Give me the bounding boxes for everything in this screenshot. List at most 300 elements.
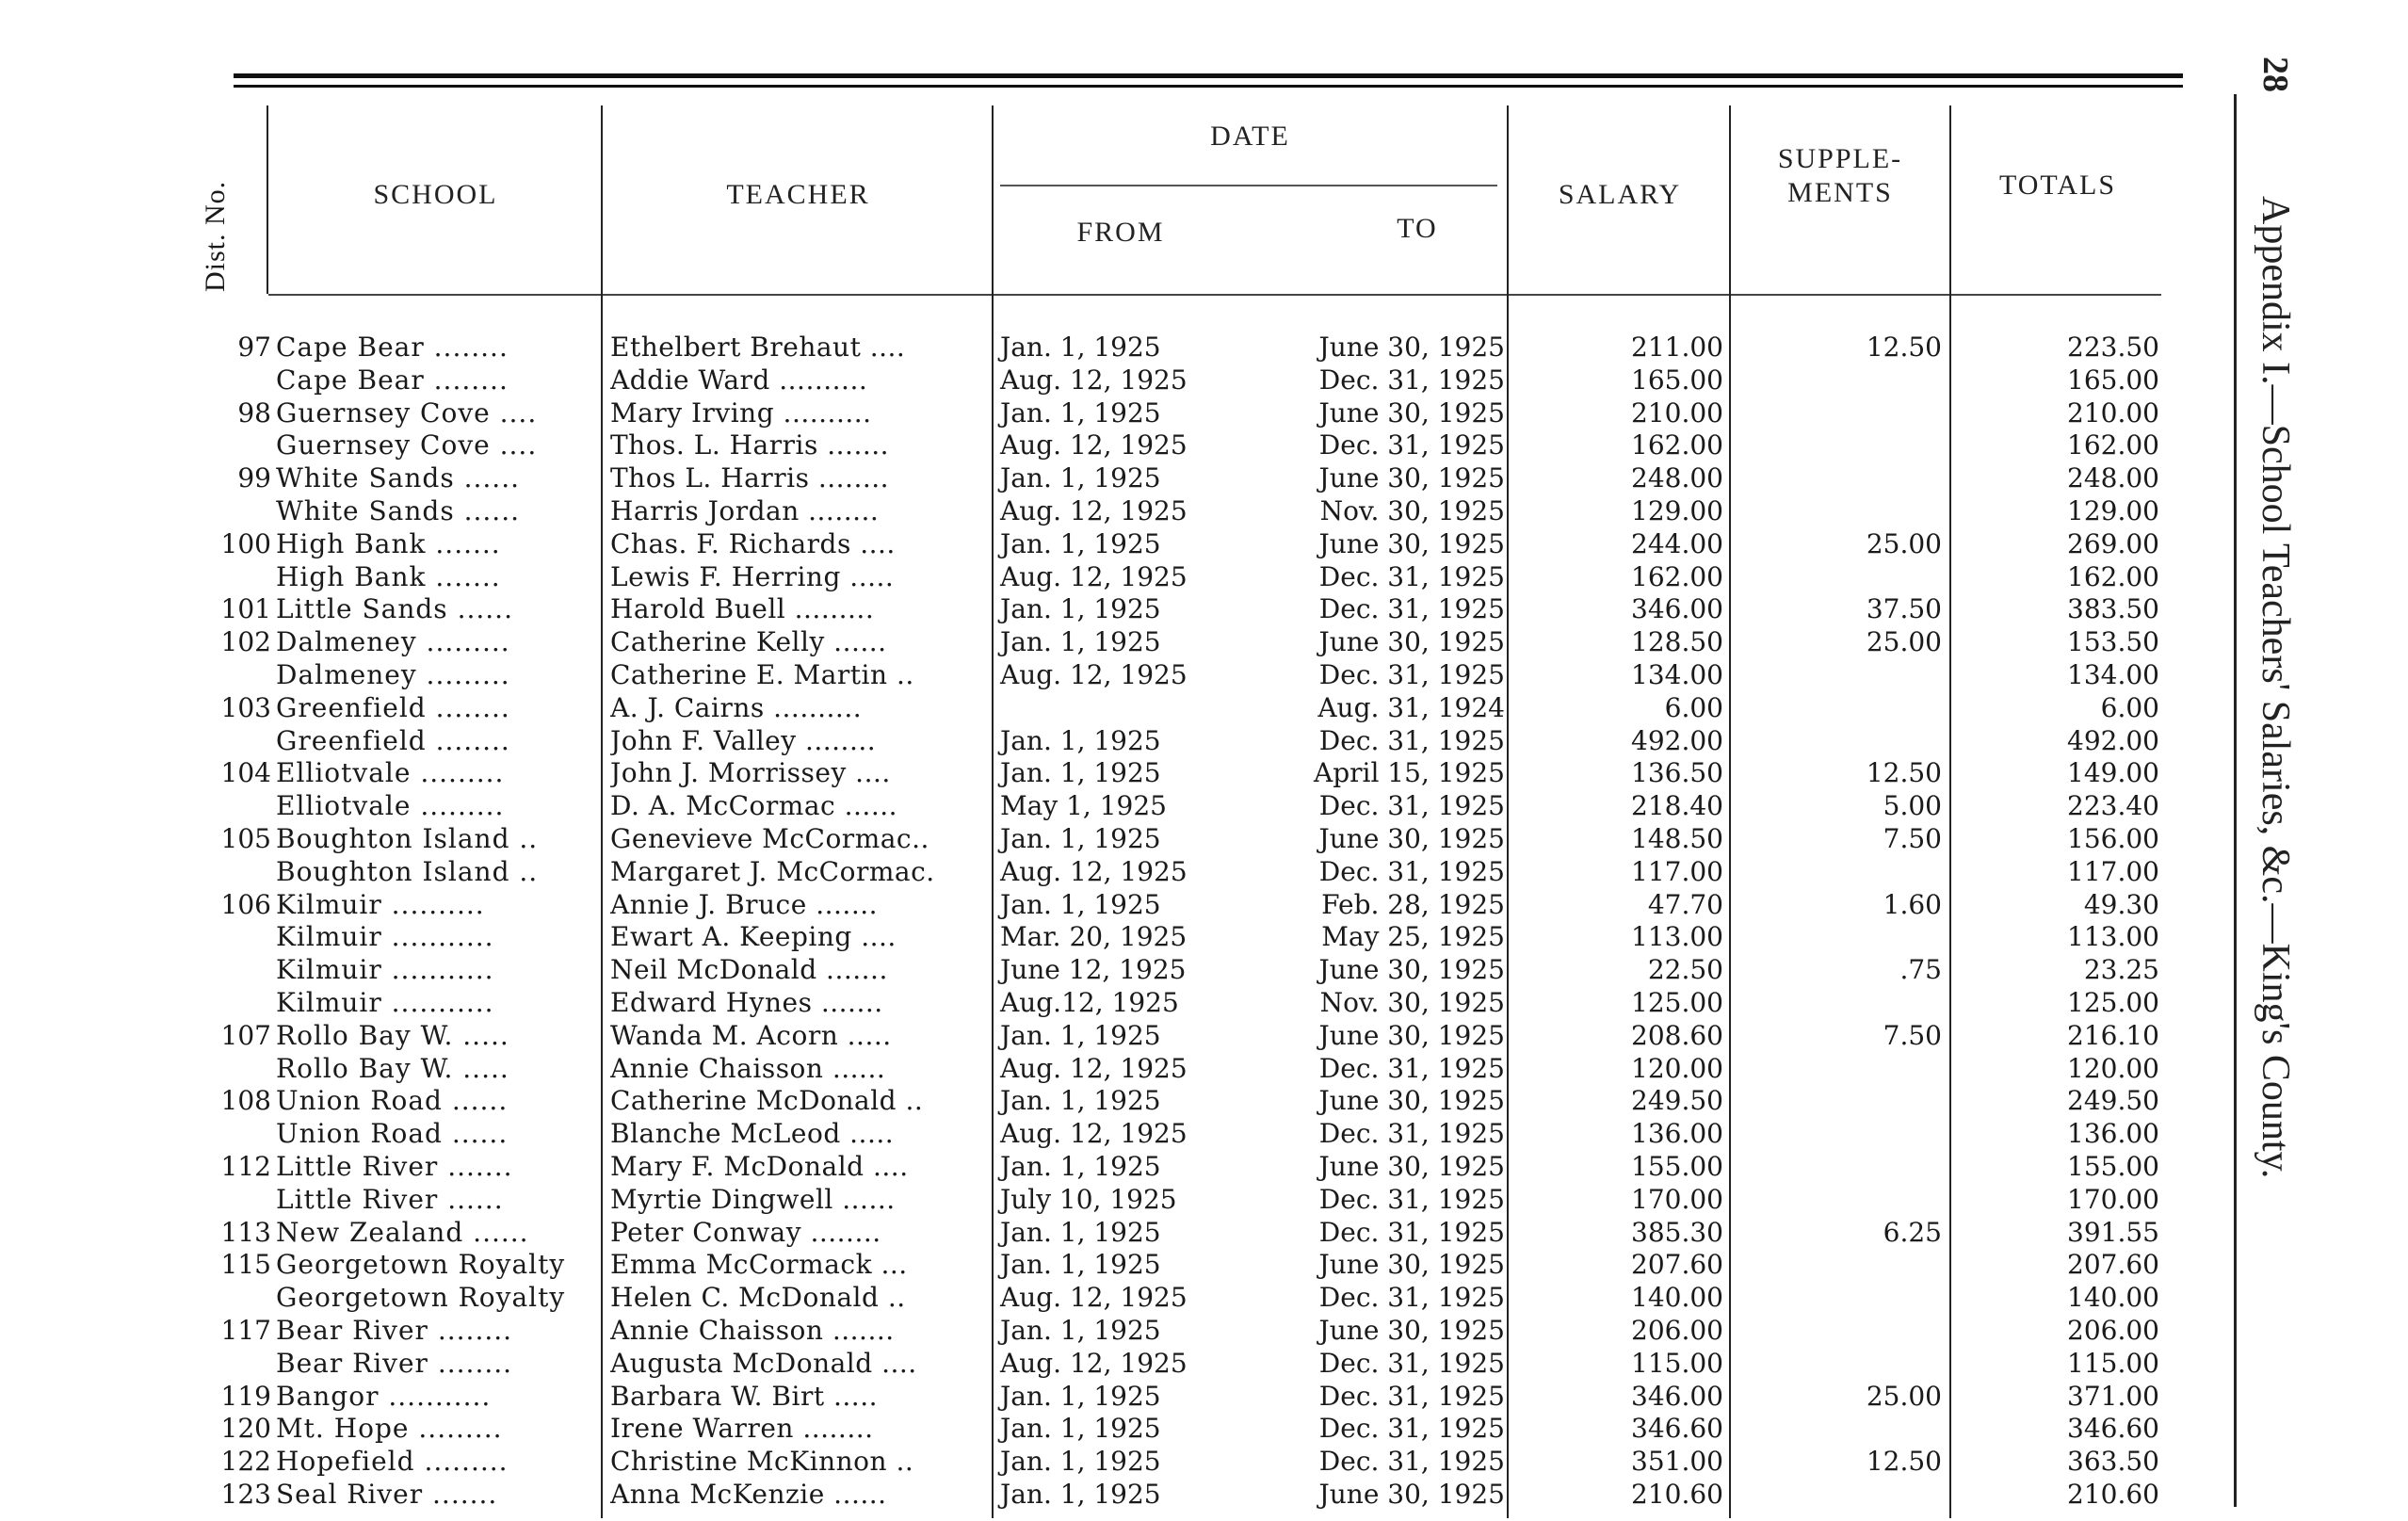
teacher-cell: Neil McDonald ....... — [610, 954, 888, 986]
top-rule-thick — [234, 73, 2183, 78]
total-cell: 206.00 — [2067, 1314, 2159, 1346]
from-date-cell: Jan. 1, 1925 — [1000, 757, 1161, 789]
header-dist-no: Dist. No. — [200, 180, 231, 292]
dist-no-cell: 115 — [220, 1249, 271, 1281]
to-date-cell: Dec. 31, 1925 — [1318, 790, 1505, 822]
header-date: DATE — [1210, 121, 1290, 152]
school-cell: Kilmuir ........... — [276, 921, 494, 953]
from-date-cell: Aug. 12, 1925 — [1000, 364, 1188, 396]
school-cell: Greenfield ........ — [276, 691, 510, 723]
to-date-cell: Dec. 31, 1925 — [1318, 1118, 1505, 1150]
salary-cell: 346.00 — [1631, 593, 1723, 625]
table-row — [0, 332, 2213, 364]
total-cell: 207.60 — [2067, 1249, 2159, 1281]
from-date-cell: Aug. 12, 1925 — [1000, 1347, 1188, 1379]
table-row — [0, 954, 2213, 987]
teacher-cell: John F. Valley ........ — [610, 724, 877, 756]
teacher-cell: Christine McKinnon .. — [610, 1446, 914, 1478]
supplements-cell: 25.00 — [1866, 1380, 1942, 1412]
supplements-cell: 12.50 — [1866, 332, 1942, 363]
school-cell: Guernsey Cove .... — [276, 396, 538, 429]
to-date-cell: June 30, 1925 — [1318, 527, 1505, 559]
from-date-cell: Aug. 12, 1925 — [1000, 429, 1188, 461]
from-date-cell: Jan. 1, 1925 — [1000, 396, 1161, 429]
teacher-cell: Addie Ward .......... — [610, 364, 868, 396]
teacher-cell: John J. Morrissey .... — [610, 757, 891, 789]
school-cell: Kilmuir ........... — [276, 954, 494, 986]
teacher-cell: Chas. F. Richards .... — [610, 527, 896, 559]
table-row — [0, 1151, 2213, 1184]
to-date-cell: June 30, 1925 — [1318, 626, 1505, 658]
total-cell: 156.00 — [2067, 822, 2159, 854]
school-cell: Kilmuir ........... — [276, 986, 494, 1018]
teacher-cell: Harold Buell ......... — [610, 593, 875, 625]
from-date-cell: Jan. 1, 1925 — [1000, 527, 1161, 559]
salary-cell: 134.00 — [1631, 658, 1723, 690]
total-cell: 113.00 — [2067, 921, 2159, 953]
supplements-cell: 7.50 — [1883, 822, 1942, 854]
table-row — [0, 626, 2213, 659]
salary-cell: 207.60 — [1631, 1249, 1723, 1281]
salary-cell: 120.00 — [1631, 1052, 1723, 1084]
school-cell: Georgetown Royalty — [276, 1282, 566, 1314]
header-totals: TOTALS — [1998, 170, 2117, 201]
table-row — [0, 856, 2213, 889]
teacher-cell: Thos L. Harris ........ — [610, 462, 890, 494]
dist-no-cell: 102 — [220, 626, 271, 658]
to-date-cell: June 30, 1925 — [1318, 1085, 1505, 1117]
table-row — [0, 528, 2213, 561]
supplements-cell: .75 — [1899, 954, 1942, 986]
from-date-cell: Jan. 1, 1925 — [1000, 724, 1161, 756]
table-row — [0, 1249, 2213, 1282]
school-cell: Little Sands ...... — [276, 593, 513, 625]
salary-cell: 385.30 — [1631, 1216, 1723, 1248]
running-title — [2253, 57, 2298, 1178]
salary-cell: 113.00 — [1631, 921, 1723, 953]
to-date-cell: Aug. 31, 1924 — [1317, 691, 1505, 723]
total-cell: 155.00 — [2067, 1150, 2159, 1182]
dist-no-cell: 97 — [237, 332, 271, 363]
table-row — [0, 692, 2213, 725]
table-row — [0, 1282, 2213, 1315]
table-row — [0, 1446, 2213, 1479]
total-cell: 162.00 — [2067, 560, 2159, 592]
to-date-cell: May 25, 1925 — [1321, 921, 1505, 953]
school-cell: Dalmeney ......... — [276, 626, 510, 658]
from-date-cell: Aug. 12, 1925 — [1000, 1282, 1188, 1314]
teacher-cell: Irene Warren ........ — [610, 1413, 874, 1445]
supplements-cell: 37.50 — [1866, 593, 1942, 625]
school-cell: Union Road ...... — [276, 1085, 509, 1117]
from-date-cell: May 1, 1925 — [1000, 790, 1167, 822]
school-cell: Kilmuir .......... — [276, 888, 485, 920]
salary-cell: 128.50 — [1631, 626, 1723, 658]
table-row — [0, 1020, 2213, 1053]
school-cell: Mt. Hope ......... — [276, 1413, 503, 1445]
total-cell: 49.30 — [2083, 888, 2159, 920]
from-date-cell: Jan. 1, 1925 — [1000, 1019, 1161, 1051]
total-cell: 216.10 — [2067, 1019, 2159, 1051]
teacher-cell: Wanda M. Acorn ..... — [610, 1019, 892, 1051]
salary-cell: 248.00 — [1631, 462, 1723, 494]
teacher-cell: Edward Hynes ....... — [610, 986, 883, 1018]
table-row — [0, 1348, 2213, 1381]
table-row — [0, 364, 2213, 397]
to-date-cell: June 30, 1925 — [1318, 822, 1505, 854]
salary-cell: 155.00 — [1631, 1150, 1723, 1182]
to-date-cell: Dec. 31, 1925 — [1318, 429, 1505, 461]
teacher-cell: Catherine E. Martin .. — [610, 658, 914, 690]
table-row — [0, 659, 2213, 692]
school-cell: Georgetown Royalty — [276, 1249, 566, 1281]
teacher-cell: Catherine McDonald .. — [610, 1085, 924, 1117]
to-date-cell: April 15, 1925 — [1313, 757, 1505, 789]
table-row — [0, 397, 2213, 430]
dist-no-cell: 103 — [220, 691, 271, 723]
salary-cell: 129.00 — [1631, 494, 1723, 526]
school-cell: White Sands ...... — [276, 462, 520, 494]
dist-no-cell: 105 — [220, 822, 271, 854]
dist-no-cell: 100 — [220, 527, 271, 559]
school-cell: Greenfield ........ — [276, 724, 510, 756]
from-date-cell: Jan. 1, 1925 — [1000, 593, 1161, 625]
total-cell: 492.00 — [2067, 724, 2159, 756]
salary-cell: 125.00 — [1631, 986, 1723, 1018]
total-cell: 153.50 — [2067, 626, 2159, 658]
header-teacher: TEACHER — [726, 179, 870, 210]
total-cell: 136.00 — [2067, 1118, 2159, 1150]
table-row — [0, 429, 2213, 462]
header-school: SCHOOL — [373, 179, 498, 210]
to-date-cell: June 30, 1925 — [1318, 462, 1505, 494]
from-date-cell: Jan. 1, 1925 — [1000, 1413, 1161, 1445]
school-cell: Bear River ........ — [276, 1314, 513, 1346]
to-date-cell: June 30, 1925 — [1318, 396, 1505, 429]
to-date-cell: June 30, 1925 — [1318, 1478, 1505, 1510]
from-date-cell: Jan. 1, 1925 — [1000, 1314, 1161, 1346]
salary-cell: 117.00 — [1631, 855, 1723, 887]
to-date-cell: June 30, 1925 — [1318, 1249, 1505, 1281]
teacher-cell: Peter Conway ........ — [610, 1216, 881, 1248]
header-bottom-rule — [268, 294, 2161, 296]
teacher-cell: Ewart A. Keeping .... — [610, 921, 897, 953]
salary-cell: 115.00 — [1631, 1347, 1723, 1379]
to-date-cell: June 30, 1925 — [1318, 954, 1505, 986]
teacher-cell: Annie Chaisson ...... — [610, 1052, 886, 1084]
total-cell: 140.00 — [2067, 1282, 2159, 1314]
total-cell: 170.00 — [2067, 1183, 2159, 1215]
school-cell: Guernsey Cove .... — [276, 429, 538, 461]
header-from: FROM — [1076, 217, 1165, 248]
school-cell: Cape Bear ........ — [276, 332, 509, 363]
teacher-cell: Myrtie Dingwell ...... — [610, 1183, 896, 1215]
table-row — [0, 1184, 2213, 1217]
to-date-cell: June 30, 1925 — [1318, 1019, 1505, 1051]
table-row — [0, 1085, 2213, 1118]
table-row — [0, 1479, 2213, 1512]
supplements-cell: 12.50 — [1866, 757, 1942, 789]
dist-no-cell: 112 — [220, 1150, 271, 1182]
teacher-cell: Mary Irving .......... — [610, 396, 872, 429]
dist-no-cell: 122 — [220, 1446, 271, 1478]
supplements-cell: 25.00 — [1866, 527, 1942, 559]
from-date-cell: Aug. 12, 1925 — [1000, 658, 1188, 690]
school-cell: Rollo Bay W. ..... — [276, 1019, 509, 1051]
to-date-cell: Dec. 31, 1925 — [1318, 658, 1505, 690]
table-row — [0, 823, 2213, 856]
table-row — [0, 462, 2213, 495]
table-row — [0, 495, 2213, 528]
dist-no-cell: 117 — [220, 1314, 271, 1346]
total-cell: 223.40 — [2067, 790, 2159, 822]
total-cell: 6.00 — [2100, 691, 2159, 723]
salary-cell: 136.50 — [1631, 757, 1723, 789]
to-date-cell: Feb. 28, 1925 — [1321, 888, 1505, 920]
to-date-cell: June 30, 1925 — [1318, 1314, 1505, 1346]
teacher-cell: Helen C. McDonald .. — [610, 1282, 906, 1314]
school-cell: Hopefield ......... — [276, 1446, 509, 1478]
from-date-cell: Aug. 12, 1925 — [1000, 1118, 1188, 1150]
salary-cell: 165.00 — [1631, 364, 1723, 396]
header-supplements-line1: SUPPLE- — [1777, 143, 1903, 174]
dist-no-cell: 108 — [220, 1085, 271, 1117]
school-cell: Dalmeney ......... — [276, 658, 510, 690]
table-row — [0, 1053, 2213, 1086]
school-cell: White Sands ...... — [276, 494, 520, 526]
to-date-cell: Dec. 31, 1925 — [1318, 364, 1505, 396]
table-row — [0, 790, 2213, 823]
teacher-cell: Thos. L. Harris ....... — [610, 429, 890, 461]
to-date-cell: Nov. 30, 1925 — [1319, 494, 1505, 526]
dist-no-cell: 104 — [220, 757, 271, 789]
from-date-cell: Jan. 1, 1925 — [1000, 1380, 1161, 1412]
dist-no-cell: 120 — [220, 1413, 271, 1445]
to-date-cell: June 30, 1925 — [1318, 1150, 1505, 1182]
from-date-cell: Mar. 20, 1925 — [1000, 921, 1188, 953]
table-row — [0, 593, 2213, 626]
total-cell: 249.50 — [2067, 1085, 2159, 1117]
table-row — [0, 889, 2213, 922]
total-cell: 134.00 — [2067, 658, 2159, 690]
from-date-cell: Jan. 1, 1925 — [1000, 462, 1161, 494]
from-date-cell: Jan. 1, 1925 — [1000, 1249, 1161, 1281]
teacher-cell: Emma McCormack ... — [610, 1249, 908, 1281]
supplements-cell: 5.00 — [1883, 790, 1942, 822]
top-rule-thin — [234, 85, 2183, 88]
teacher-cell: Anna McKenzie ...... — [610, 1478, 887, 1510]
table-row — [0, 1217, 2213, 1250]
teacher-cell: Genevieve McCormac.. — [610, 822, 929, 854]
dist-no-cell: 106 — [220, 888, 271, 920]
header-supplements-line2: MENTS — [1787, 177, 1893, 208]
table-row — [0, 921, 2213, 954]
salary-cell: 162.00 — [1631, 429, 1723, 461]
salary-cell: 211.00 — [1631, 332, 1723, 363]
school-cell: Cape Bear ........ — [276, 364, 509, 396]
school-cell: Boughton Island .. — [276, 822, 539, 854]
from-date-cell: Jan. 1, 1925 — [1000, 1150, 1161, 1182]
teacher-cell: Catherine Kelly ...... — [610, 626, 887, 658]
from-date-cell: Jan. 1, 1925 — [1000, 1085, 1161, 1117]
salary-cell: 210.00 — [1631, 396, 1723, 429]
teacher-cell: D. A. McCormac ...... — [610, 790, 898, 822]
teacher-cell: Lewis F. Herring ..... — [610, 560, 895, 592]
teacher-cell: Annie Chaisson ....... — [610, 1314, 895, 1346]
salary-cell: 492.00 — [1631, 724, 1723, 756]
teacher-cell: Mary F. McDonald .... — [610, 1150, 909, 1182]
school-cell: Seal River ....... — [276, 1478, 498, 1510]
total-cell: 223.50 — [2067, 332, 2159, 363]
teacher-cell: A. J. Cairns .......... — [610, 691, 863, 723]
salary-cell: 206.00 — [1631, 1314, 1723, 1346]
total-cell: 149.00 — [2067, 757, 2159, 789]
school-cell: Elliotvale ......... — [276, 790, 505, 822]
total-cell: 162.00 — [2067, 429, 2159, 461]
total-cell: 115.00 — [2067, 1347, 2159, 1379]
from-date-cell: Jan. 1, 1925 — [1000, 1216, 1161, 1248]
to-date-cell: Dec. 31, 1925 — [1318, 1380, 1505, 1412]
teacher-cell: Augusta McDonald .... — [610, 1347, 917, 1379]
running-title-text: Appendix I.—School Teachers' Salaries, &c.—King's County. — [2254, 196, 2297, 1179]
total-cell: 117.00 — [2067, 855, 2159, 887]
teacher-cell: Ethelbert Brehaut .... — [610, 332, 906, 363]
to-date-cell: Nov. 30, 1925 — [1319, 986, 1505, 1018]
table-row — [0, 987, 2213, 1020]
from-date-cell: Aug.12, 1925 — [1000, 986, 1179, 1018]
salary-cell: 210.60 — [1631, 1478, 1723, 1510]
total-cell: 23.25 — [2083, 954, 2159, 986]
teacher-cell: Barbara W. Birt ..... — [610, 1380, 879, 1412]
school-cell: Little River ...... — [276, 1183, 504, 1215]
dist-no-cell: 113 — [220, 1216, 271, 1248]
total-cell: 363.50 — [2067, 1446, 2159, 1478]
school-cell: New Zealand ...... — [276, 1216, 529, 1248]
total-cell: 210.00 — [2067, 396, 2159, 429]
salary-cell: 162.00 — [1631, 560, 1723, 592]
to-date-cell: June 30, 1925 — [1318, 332, 1505, 363]
total-cell: 269.00 — [2067, 527, 2159, 559]
page-number: 28 — [2255, 57, 2295, 92]
dist-no-cell: 101 — [220, 593, 271, 625]
supplements-cell: 12.50 — [1866, 1446, 1942, 1478]
salary-cell: 6.00 — [1664, 691, 1723, 723]
from-date-cell: Aug. 12, 1925 — [1000, 1052, 1188, 1084]
dist-no-cell: 119 — [220, 1380, 271, 1412]
from-date-cell: Jan. 1, 1925 — [1000, 626, 1161, 658]
salary-table-body — [0, 332, 2213, 1512]
total-cell: 129.00 — [2067, 494, 2159, 526]
salary-cell: 148.50 — [1631, 822, 1723, 854]
total-cell: 371.00 — [2067, 1380, 2159, 1412]
to-date-cell: Dec. 31, 1925 — [1318, 724, 1505, 756]
to-date-cell: Dec. 31, 1925 — [1318, 1282, 1505, 1314]
school-cell: Boughton Island .. — [276, 855, 539, 887]
teacher-cell: Annie J. Bruce ....... — [610, 888, 879, 920]
table-row — [0, 1381, 2213, 1414]
total-cell: 125.00 — [2067, 986, 2159, 1018]
total-cell: 120.00 — [2067, 1052, 2159, 1084]
school-cell: Bear River ........ — [276, 1347, 513, 1379]
dist-no-cell: 98 — [237, 396, 271, 429]
to-date-cell: Dec. 31, 1925 — [1318, 1347, 1505, 1379]
salary-cell: 208.60 — [1631, 1019, 1723, 1051]
dist-no-cell: 107 — [220, 1019, 271, 1051]
from-date-cell: Jan. 1, 1925 — [1000, 1478, 1161, 1510]
from-date-cell: Jan. 1, 1925 — [1000, 1446, 1161, 1478]
total-cell: 383.50 — [2067, 593, 2159, 625]
school-cell: High Bank ....... — [276, 560, 501, 592]
dist-no-cell: 99 — [237, 462, 271, 494]
table-row — [0, 1315, 2213, 1348]
col-line-school — [267, 105, 268, 294]
table-row — [0, 1413, 2213, 1446]
salary-cell: 346.00 — [1631, 1380, 1723, 1412]
to-date-cell: Dec. 31, 1925 — [1318, 1446, 1505, 1478]
salary-cell: 22.50 — [1647, 954, 1723, 986]
to-date-cell: Dec. 31, 1925 — [1318, 560, 1505, 592]
total-cell: 165.00 — [2067, 364, 2159, 396]
school-cell: Little River ....... — [276, 1150, 513, 1182]
dist-no-cell: 123 — [220, 1478, 271, 1510]
teacher-cell: Margaret J. McCormac. — [610, 855, 935, 887]
from-date-cell: Aug. 12, 1925 — [1000, 855, 1188, 887]
side-rule — [2234, 94, 2237, 1507]
to-date-cell: Dec. 31, 1925 — [1318, 855, 1505, 887]
supplements-cell: 7.50 — [1883, 1019, 1942, 1051]
salary-cell: 47.70 — [1647, 888, 1723, 920]
from-date-cell: Jan. 1, 1925 — [1000, 888, 1161, 920]
total-cell: 210.60 — [2067, 1478, 2159, 1510]
table-row — [0, 561, 2213, 594]
to-date-cell: Dec. 31, 1925 — [1318, 1413, 1505, 1445]
table-row — [0, 1118, 2213, 1151]
total-cell: 346.60 — [2067, 1413, 2159, 1445]
from-date-cell: July 10, 1925 — [1000, 1183, 1177, 1215]
salary-cell: 244.00 — [1631, 527, 1723, 559]
salary-cell: 136.00 — [1631, 1118, 1723, 1150]
to-date-cell: Dec. 31, 1925 — [1318, 593, 1505, 625]
header-salary: SALARY — [1558, 179, 1682, 210]
salary-cell: 140.00 — [1631, 1282, 1723, 1314]
salary-cell: 218.40 — [1631, 790, 1723, 822]
teacher-cell: Harris Jordan ........ — [610, 494, 880, 526]
salary-cell: 351.00 — [1631, 1446, 1723, 1478]
to-date-cell: Dec. 31, 1925 — [1318, 1052, 1505, 1084]
salary-cell: 346.60 — [1631, 1413, 1723, 1445]
from-date-cell: Jan. 1, 1925 — [1000, 332, 1161, 363]
salary-cell: 249.50 — [1631, 1085, 1723, 1117]
header-to: TO — [1397, 213, 1438, 244]
from-date-cell: Aug. 12, 1925 — [1000, 494, 1188, 526]
school-cell: Union Road ...... — [276, 1118, 509, 1150]
school-cell: Elliotvale ......... — [276, 757, 505, 789]
from-date-cell: Jan. 1, 1925 — [1000, 822, 1161, 854]
salary-cell: 170.00 — [1631, 1183, 1723, 1215]
from-date-cell: Aug. 12, 1925 — [1000, 560, 1188, 592]
table-row — [0, 757, 2213, 790]
table-row — [0, 725, 2213, 758]
date-divider-rule — [1000, 185, 1497, 186]
supplements-cell: 6.25 — [1883, 1216, 1942, 1248]
school-cell: Rollo Bay W. ..... — [276, 1052, 509, 1084]
teacher-cell: Blanche McLeod ..... — [610, 1118, 895, 1150]
supplements-cell: 1.60 — [1883, 888, 1942, 920]
to-date-cell: Dec. 31, 1925 — [1318, 1183, 1505, 1215]
from-date-cell: June 12, 1925 — [1000, 954, 1187, 986]
supplements-cell: 25.00 — [1866, 626, 1942, 658]
total-cell: 391.55 — [2067, 1216, 2159, 1248]
